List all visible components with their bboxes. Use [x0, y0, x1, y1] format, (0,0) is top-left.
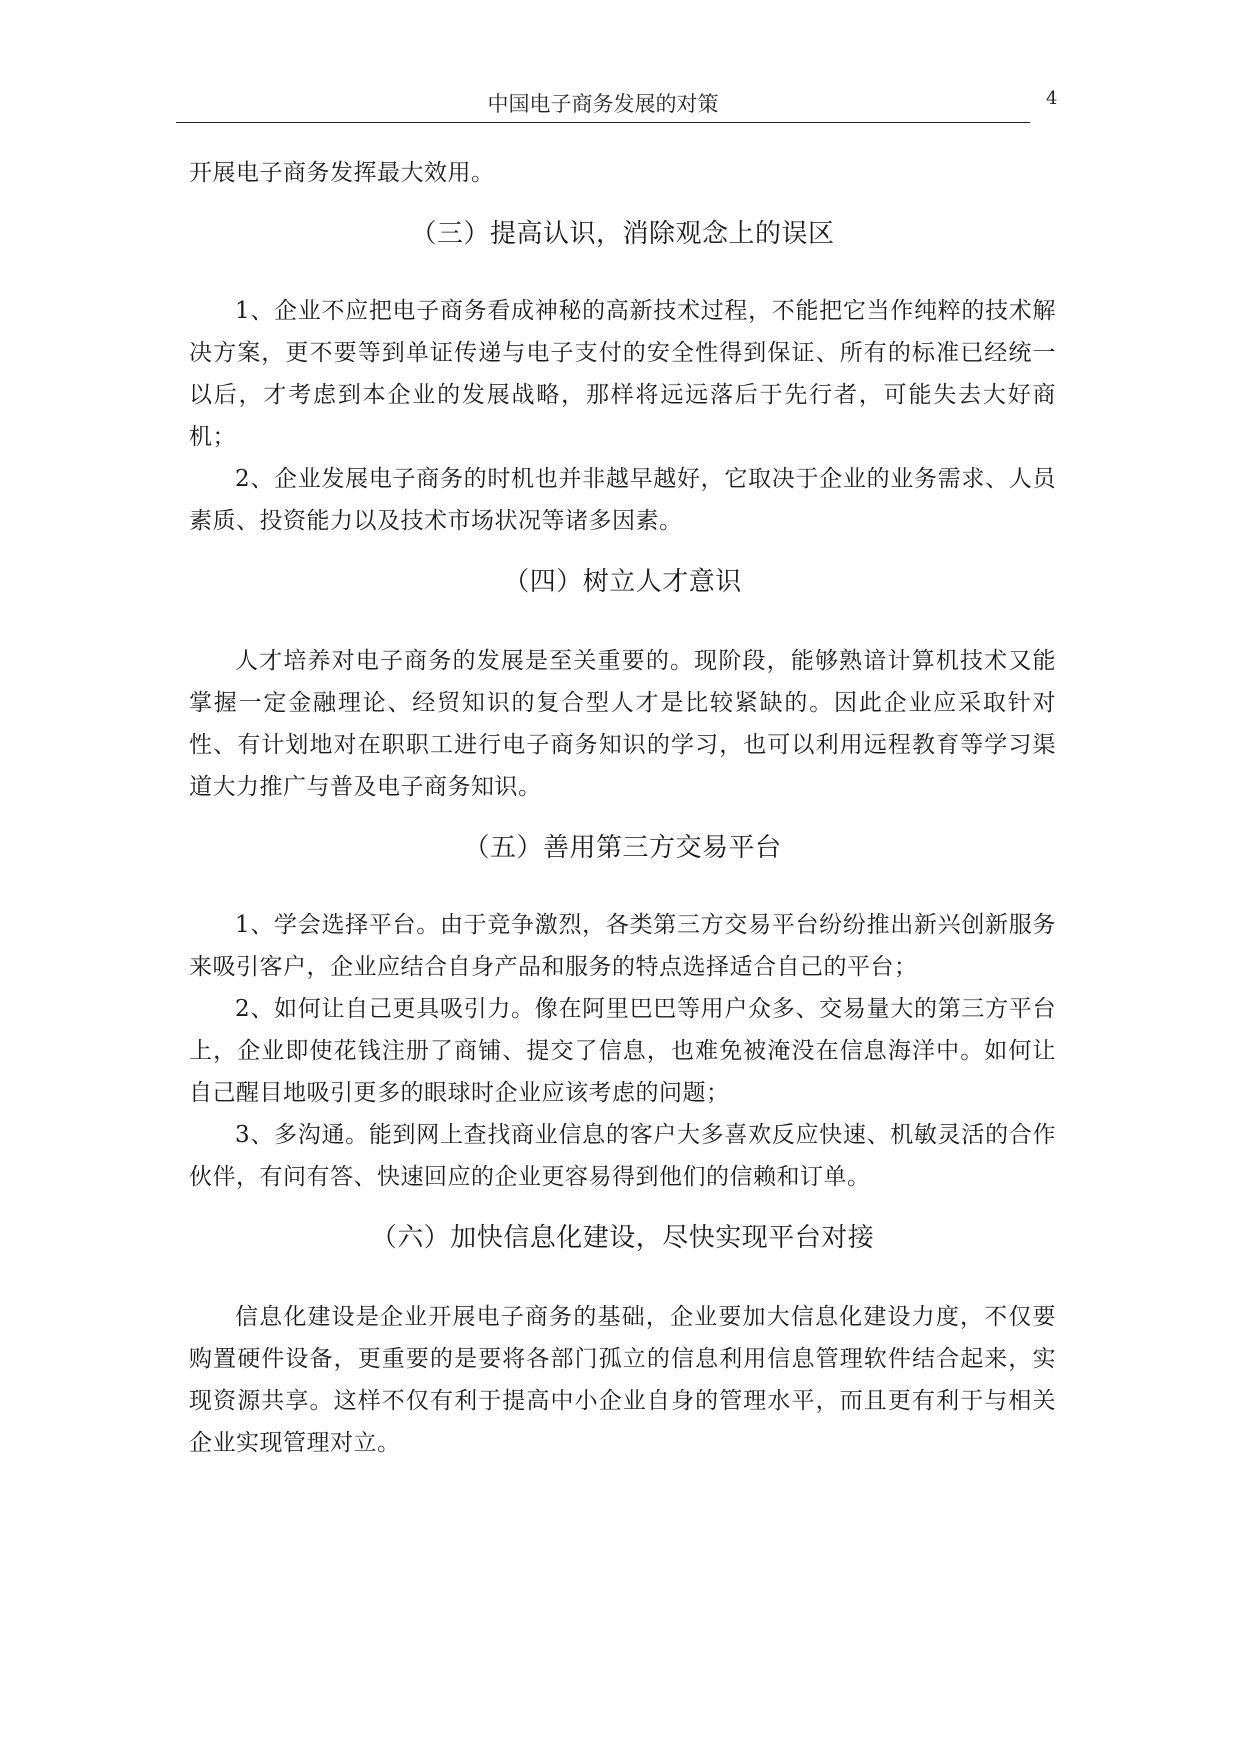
section-heading-3: （三）提高认识，消除观念上的误区 [410, 219, 835, 249]
paragraph-6-1: 信息化建设是企业开展电子商务的基础，企业要加大信息化建设力度，不仅要购置硬件设备，更重要的是要将各部门孤立的信息利用信息管理软件结合起来，实现资源共享。这样不仅有利于提高中小企业自身的管理水平，而且更有利于与相关企业实现管理对立。 [189, 1304, 1056, 1456]
paragraph-3-1: 1、企业不应把电子商务看成神秘的高新技术过程，不能把它当作纯粹的技术解决方案，更不要等到单证传递与电子支付的安全性得到保证、所有的标准已经统一以后，才考虑到本企业的发展战略，那样将远远落后于先行者，可能失去大好商机； [189, 298, 1056, 450]
paragraph-5-2: 2、如何让自己更具吸引力。像在阿里巴巴等用户众多、交易量大的第三方平台上，企业即使花钱注册了商铺、提交了信息，也难免被淹没在信息海洋中。如何让自己醒目地吸引更多的眼球时企业应该考虑的问题； [189, 996, 1056, 1106]
section-heading-4: （四）树立人才意识 [503, 567, 742, 597]
paragraph-3-2: 2、企业发展电子商务的时机也并非越早越好，它取决于企业的业务需求、人员素质、投资能力以及技术市场状况等诸多因素。 [189, 466, 1056, 534]
running-header-title: 中国电子商务发展的对策 [176, 86, 1030, 123]
document-body [189, 152, 1056, 1464]
page-number: 4 [1046, 88, 1058, 109]
paragraph-continuation: 开展电子商务发挥最大效用。 [189, 160, 495, 186]
paragraph-4-1: 人才培养对电子商务的发展是至关重要的。现阶段，能够熟谙计算机技术又能掌握一定金融理论、经贸知识的复合型人才是比较紧缺的。因此企业应采取针对性、有计划地对在职职工进行电子商务知识的学习，也可以利用远程教育等学习渠道大力推广与普及电子商务知识。 [189, 648, 1056, 800]
section-heading-6: （六）加快信息化建设，尽快实现平台对接 [370, 1223, 875, 1253]
paragraph-5-1: 1、学会选择平台。由于竞争激烈，各类第三方交易平台纷纷推出新兴创新服务来吸引客户，企业应结合自身产品和服务的特点选择适合自己的平台； [189, 912, 1056, 980]
paragraph-5-3: 3、多沟通。能到网上查找商业信息的客户大多喜欢反应快速、机敏灵活的合作伙伴，有问有答、快速回应的企业更容易得到他们的信赖和订单。 [189, 1122, 1056, 1190]
section-heading-5: （五）善用第三方交易平台 [463, 833, 782, 863]
